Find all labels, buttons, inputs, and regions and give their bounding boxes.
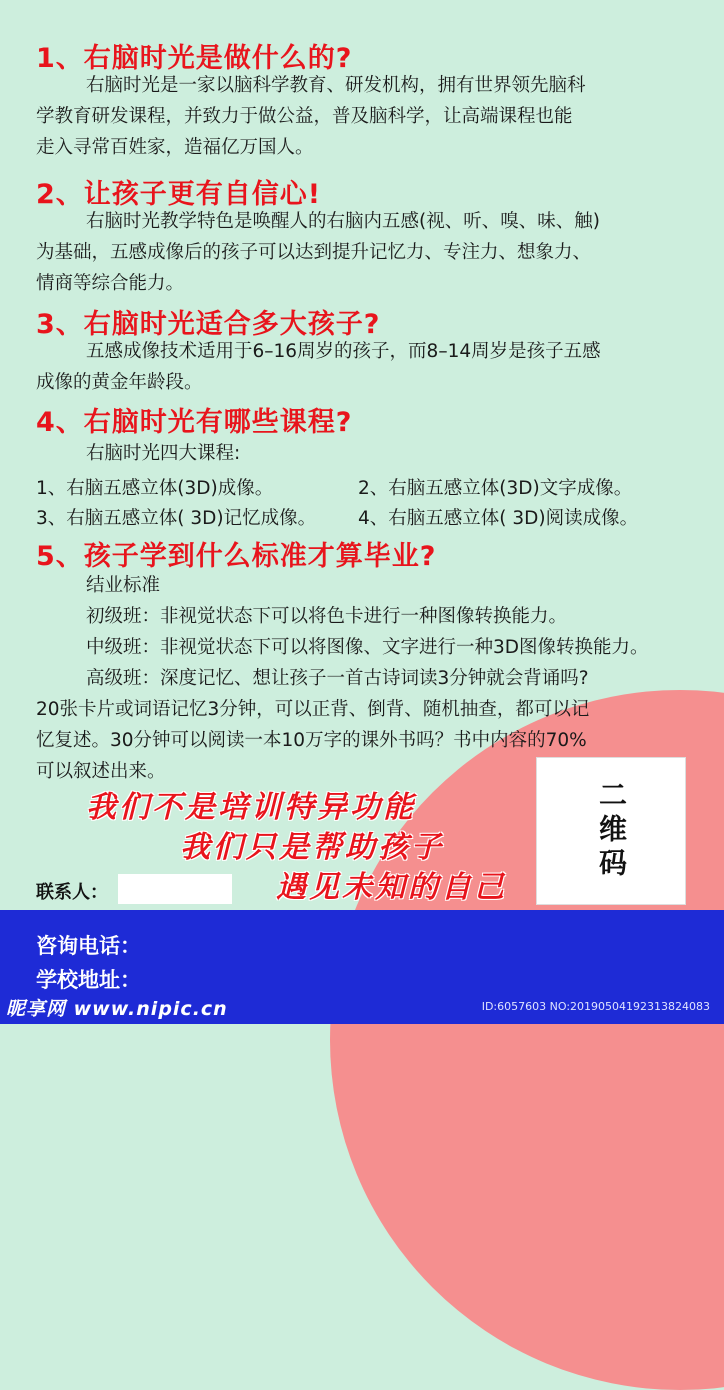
- section-2-body: [36, 206, 688, 299]
- section-5-line: 中级班：非视觉状态下可以将图像、文字进行一种3D图像转换能力。: [86, 637, 649, 658]
- section-1-line: 学教育研发课程，并致力于做公益，普及脑科学，让高端课程也能: [36, 106, 573, 127]
- slogan-line-3: 遇见未知的自己: [276, 870, 507, 905]
- section-5-line: 结业标准: [86, 575, 161, 596]
- course-item: 2、右脑五感立体(3D)文字成像。: [358, 478, 633, 499]
- section-5-line: 初级班：非视觉状态下可以将色卡进行一种图像转换能力。: [86, 606, 568, 627]
- address-label: 学校地址：: [36, 968, 141, 992]
- section-5-line: 可以叙述出来。: [36, 761, 166, 782]
- contact-field: [118, 874, 232, 904]
- course-intro: 右脑时光四大课程:: [86, 443, 241, 464]
- course-row: [36, 504, 638, 530]
- watermark-id: ID:6057603 NO:20190504192313824083: [481, 1000, 710, 1013]
- section-4-intro: [36, 438, 688, 469]
- section-3-line: 五感成像技术适用于6–16周岁的孩子，而8–14周岁是孩子五感: [86, 341, 601, 362]
- section-5-body: [36, 570, 688, 787]
- phone-label: 咨询电话：: [36, 934, 141, 958]
- section-3-line: 成像的黄金年龄段。: [36, 372, 203, 393]
- qr-code-placeholder: [536, 757, 686, 905]
- course-item: 3、右脑五感立体( 3D)记忆成像。: [36, 508, 317, 529]
- section-1-heading: 1、右脑时光是做什么的?: [36, 43, 353, 74]
- section-2-heading: 2、让孩子更有自信心!: [36, 179, 322, 210]
- contact-label: 联系人：: [36, 882, 108, 903]
- section-3-body: [36, 336, 688, 398]
- section-2-line: 为基础，五感成像后的孩子可以达到提升记忆力、专注力、想象力、: [36, 242, 592, 263]
- section-5-heading: 5、孩子学到什么标准才算毕业?: [36, 541, 437, 572]
- section-5-line: 20张卡片或词语记忆3分钟，可以正背、倒背、随机抽查，都可以记: [36, 699, 590, 720]
- course-item: 1、右脑五感立体(3D)成像。: [36, 478, 274, 499]
- slogan-line-2: 我们只是帮助孩子: [180, 830, 444, 865]
- section-2-line: 情商等综合能力。: [36, 273, 185, 294]
- section-5-line: 忆复述。30分钟可以阅读一本10万字的课外书吗？书中内容的70%: [36, 730, 587, 751]
- section-1-line: 右脑时光是一家以脑科学教育、研发机构，拥有世界领先脑科: [86, 75, 586, 96]
- section-5-line: 高级班：深度记忆、想让孩子一首古诗词读3分钟就会背诵吗?: [86, 668, 589, 689]
- watermark-logo: 昵享网 www.nipic.cn: [6, 998, 228, 1020]
- course-row: [36, 474, 632, 500]
- qr-placeholder-text: 二维码: [595, 780, 628, 882]
- slogan-line-1: 我们不是培训特异功能: [86, 790, 416, 825]
- section-1-body: [36, 70, 688, 163]
- section-1-line: 走入寻常百姓家，造福亿万国人。: [36, 137, 314, 158]
- course-item: 4、右脑五感立体( 3D)阅读成像。: [358, 508, 639, 529]
- section-4-heading: 4、右脑时光有哪些课程?: [36, 407, 353, 438]
- section-2-line: 右脑时光教学特色是唤醒人的右脑内五感(视、听、嗅、味、触): [86, 211, 600, 232]
- section-3-heading: 3、右脑时光适合多大孩子?: [36, 309, 381, 340]
